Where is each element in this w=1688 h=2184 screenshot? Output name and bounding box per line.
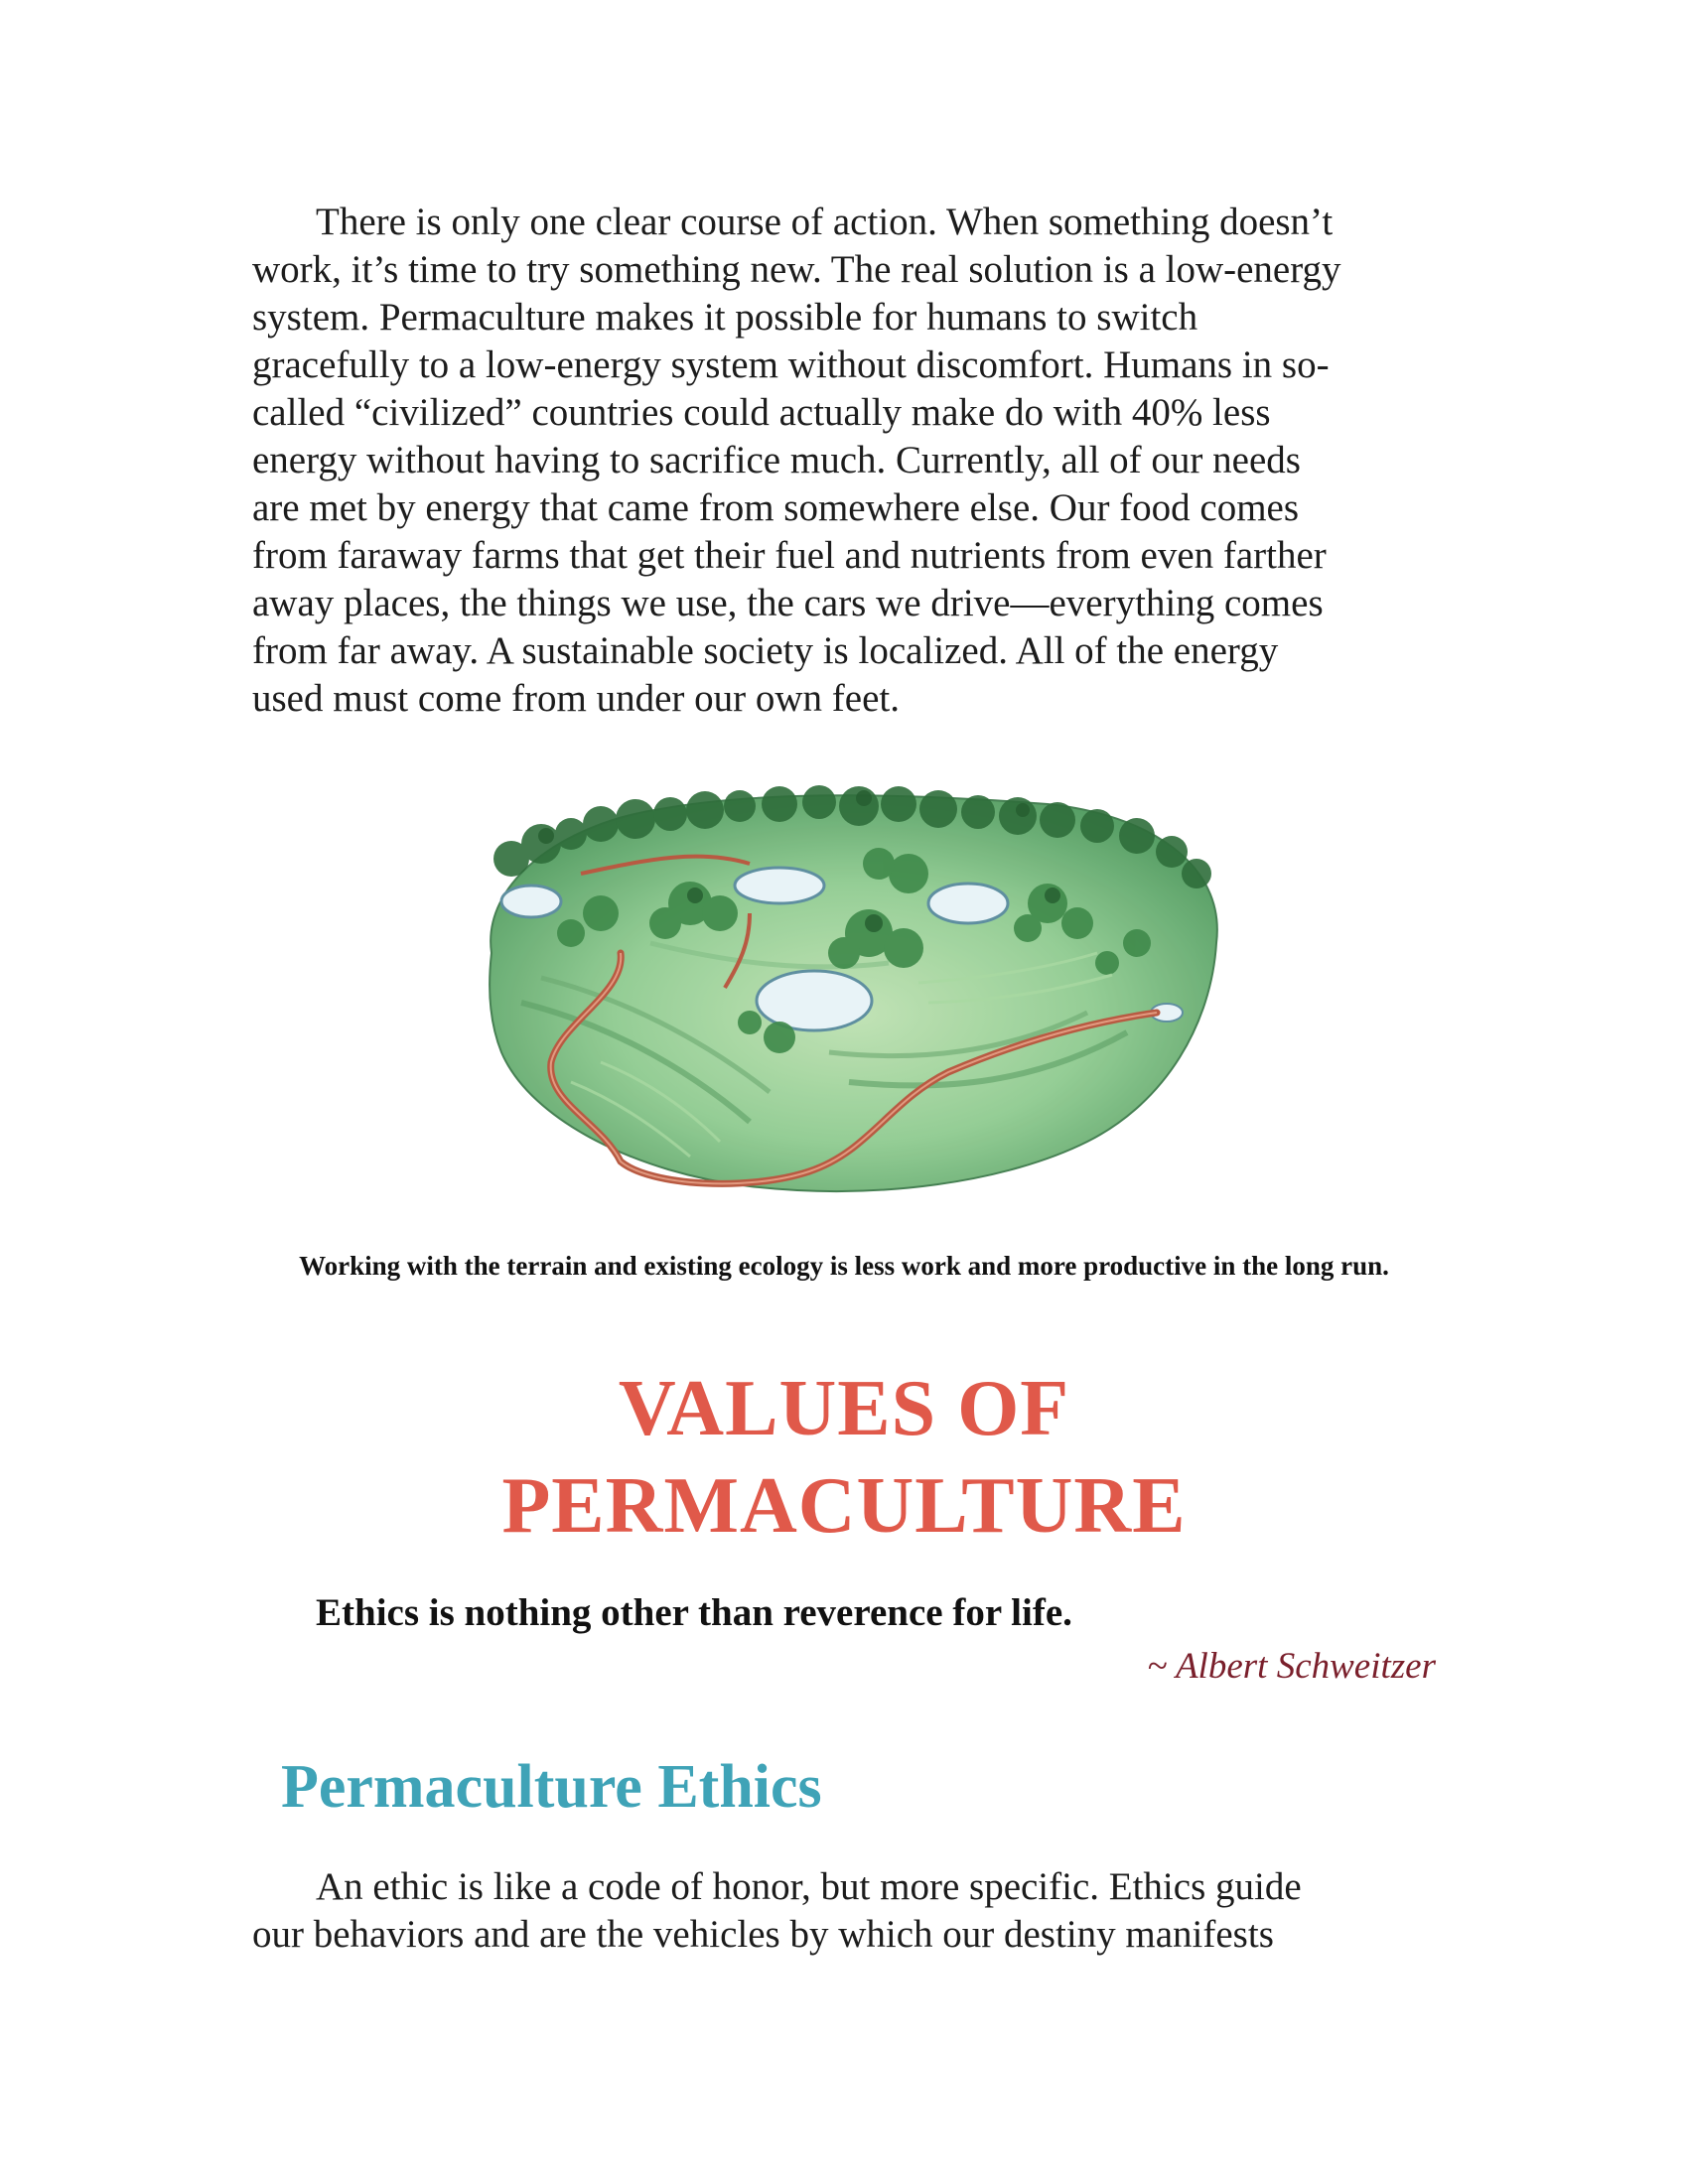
paragraph-line: gracefully to a low-energy system without discomfort. Humans in so- <box>252 343 1330 386</box>
paragraph-line: work, it’s time to try something new. The real solution is a low-energy <box>252 248 1341 291</box>
figure-caption: Working with the terrain and existing ecology is less work and more productive in the long run. <box>299 1251 1389 1281</box>
paragraph-line: are met by energy that came from somewhere else. Our food comes <box>252 486 1300 529</box>
section-title <box>0 1360 1688 1555</box>
section-title-line: VALUES OF <box>618 1365 1070 1452</box>
body-paragraph-2 <box>252 1863 1444 1959</box>
subheading: Permaculture Ethics <box>281 1753 822 1821</box>
paragraph-line: from far away. A sustainable society is localized. All of the energy <box>252 629 1279 672</box>
section-title-line: PERMACULTURE <box>501 1462 1187 1550</box>
paragraph-line: There is only one clear course of action. When something doesn’t <box>316 201 1334 243</box>
paragraph-line: used must come from under our own feet. <box>252 677 900 720</box>
paragraph-line: from faraway farms that get their fuel and nutrients from even farther <box>252 534 1327 577</box>
paragraph-line: called “civilized” countries could actually make do with 40% less <box>252 391 1271 434</box>
paragraph-line: system. Permaculture makes it possible for humans to switch <box>252 296 1198 339</box>
body-paragraph-1 <box>252 199 1444 723</box>
paragraph-line: away places, the things we use, the cars we drive—everything comes <box>252 582 1324 624</box>
epigraph-attribution: ~ Albert Schweitzer <box>1147 1646 1436 1687</box>
paragraph-line: An ethic is like a code of honor, but more specific. Ethics guide <box>316 1865 1302 1908</box>
paragraph-line: energy without having to sacrifice much. Currently, all of our needs <box>252 439 1301 481</box>
epigraph-quote: Ethics is nothing other than reverence for life. <box>316 1591 1072 1634</box>
landscape-illustration-icon <box>452 764 1246 1211</box>
paragraph-line: our behaviors and are the vehicles by which our destiny manifests <box>252 1913 1274 1956</box>
